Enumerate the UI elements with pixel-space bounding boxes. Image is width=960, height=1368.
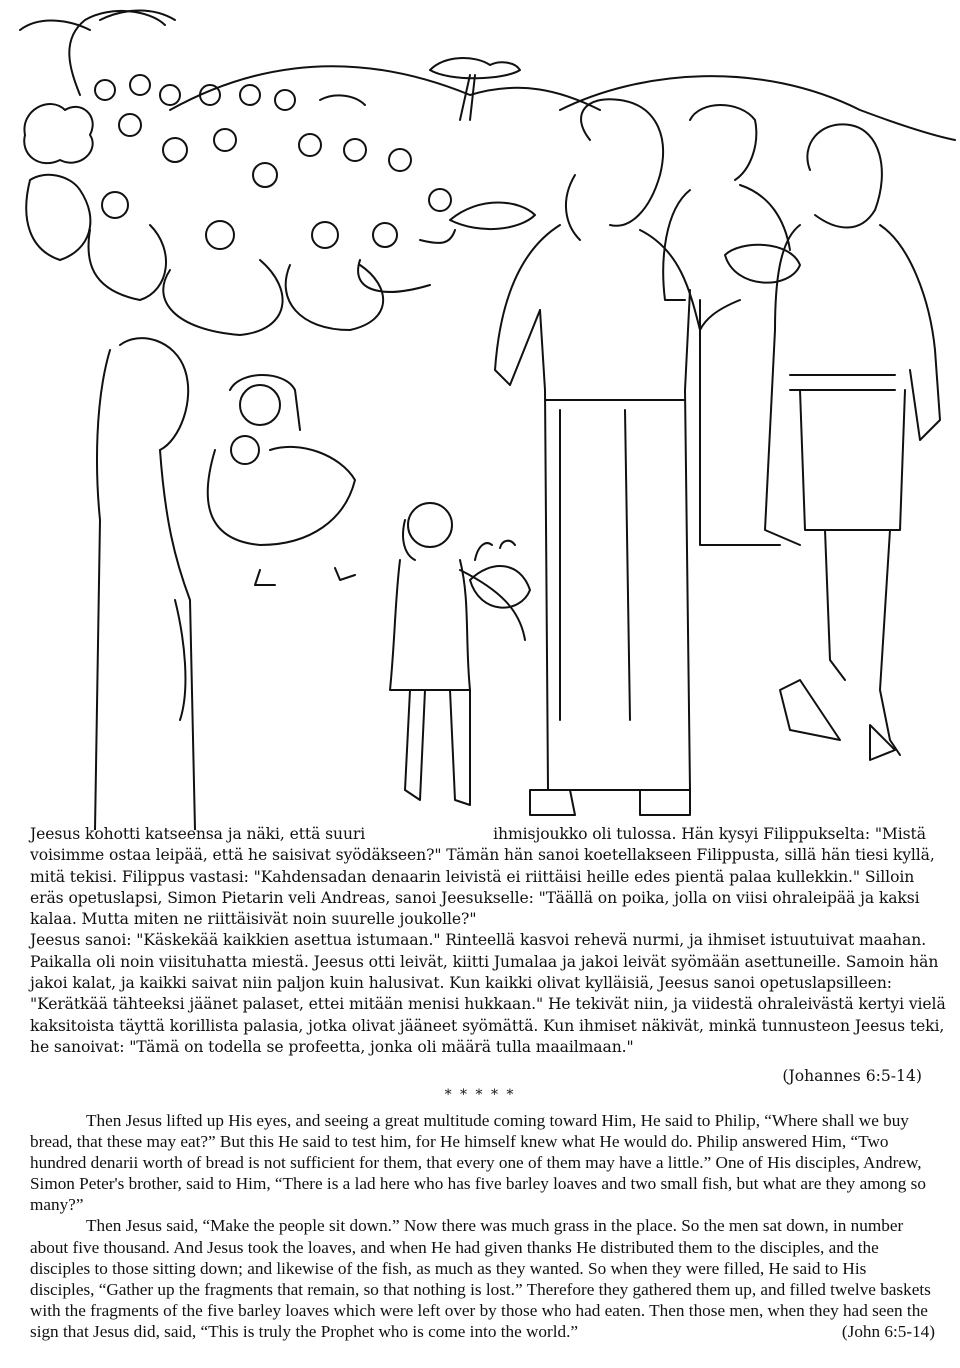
english-paragraph-2-text: Then Jesus said, “Make the people sit down.” Now there was much grass in the place. So the men sat down, in number about five thousand. And Jesus took the loaves, and when He had given thanks He distributed them to the disciples, and the disciples to those sitting down; and likewise of the fish, as much as they wanted. So when they were filled, He said to His disciples, “Gather up the fragments that remain, so that nothing is lost.” Therefore they gathered them up, and filled twelve baskets with the fragments of the five barley loaves which were left over by those who had eaten. Then those men, when they had seen the sign that Jesus did, said, “This is truly the Prophet who is come into the world.” — [30, 1216, 931, 1341]
finnish-first-line — [30, 824, 950, 845]
finnish-story-text — [30, 824, 950, 1058]
finnish-reference: (Johannes 6:5-14) — [782, 1067, 922, 1085]
section-separator: * * * * * — [444, 1087, 516, 1103]
english-paragraph-1: Then Jesus lifted up His eyes, and seeing a great multitude coming toward Him, He said to Philip, “Where shall we buy bread, that these may eat?” But this He said to test him, for He himself knew what He would do. Philip answered Him, “Two hundred denarii worth of bread is not sufficient for them, that every one of them may have a little.” One of His disciples, Andrew, Simon Peter's brother, said to Him, “There is a lad here who has five barley loaves and two small fish, but what are they among so many?” — [30, 1111, 926, 1215]
english-paragraph-2 — [30, 1215, 935, 1342]
finnish-paragraph-1: voisimme ostaa leipää, että he saisivat syödäkseen?" Tämän hän sanoi koetellakseen Filippusta, sillä hän tiesi kyllä, mitä tekisi. Filippus vastasi: "Kahdensadan denaarin leivistä ei riittäisi heille edes pientä palaa kullekkin." Silloin eräs opetuslapsi, Simon Pietarin veli Andreas, sanoi Jeesukselle: "Täällä on poika, jolla on viisi ohraleipää ja kaksi kalaa. Mutta miten ne riittäisivät noin suurelle joukolle?" — [30, 846, 935, 929]
english-reference: (John 6:5-14) — [841, 1321, 935, 1341]
finnish-line1-part-b: ihmisjoukko oli tulossa. Hän kysyi Filippukselta: "Mistä — [493, 825, 926, 843]
finnish-paragraph-2 — [30, 930, 950, 1058]
english-story-text — [30, 1110, 935, 1342]
finnish-line1-part-a: Jeesus kohotti katseensa ja näki, että suuri — [30, 825, 366, 843]
finnish-line-gap — [365, 824, 493, 845]
finnish-paragraph-2-text: Jeesus sanoi: "Käskekää kaikkien asettua istumaan." Rinteellä kasvoi rehevä nurmi, ja ihmiset istuutuivat maahan. Paikalla oli noin viisituhatta miestä. Jeesus otti leivät, kiitti Jumalaa ja jakoi leivät syömään asettuneille. Samoin hän jakoi kalat, ja kaikki saivat niin paljon kuin halusivat. Kun kaikki olivat kylläisiä, Jeesus sanoi opetuslapsilleen: "Kerätkää tähteeksi jäänet palaset, ettei mitään menisi hukkaan." He tekivät niin, ja viidestä ohraleivästä kertyi vielä kaksitoista täyttä korillista palasia, jotka olivat jääneet syömättä. Kun ihmiset näkivät, minkä tunnusteon Jeesus teki, he sanoivat: "Tämä on todella se profeetta, jonka oli määrä tulla maailmaan." — [30, 931, 946, 1056]
